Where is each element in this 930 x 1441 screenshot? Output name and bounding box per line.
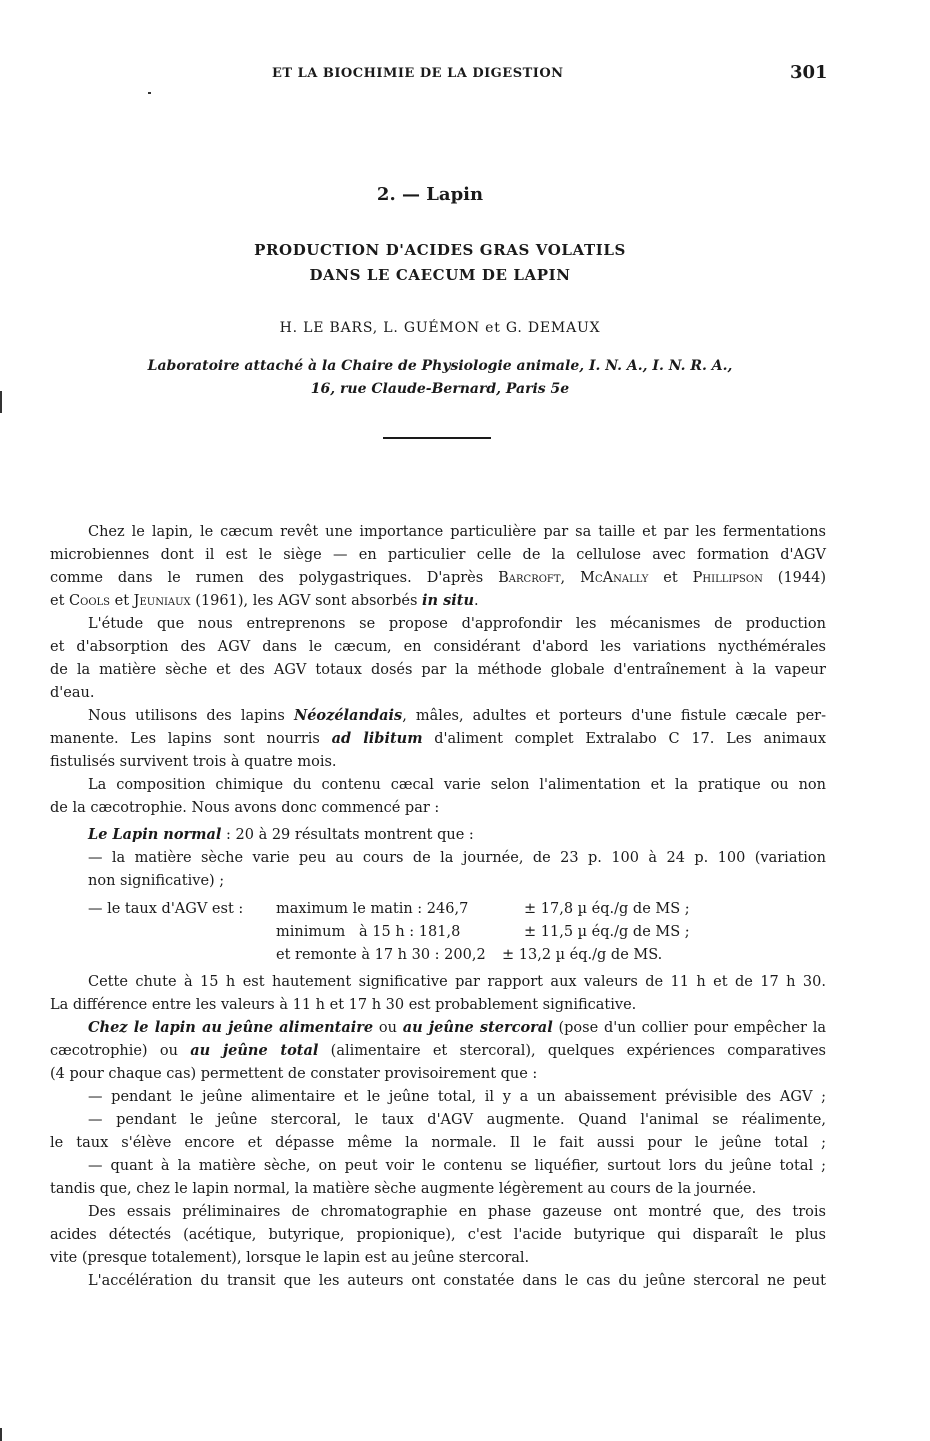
text-line: — quant à la matière sèche, on peut voir le contenu se liquéfier, surtout lors du jeûne total ; bbox=[88, 1158, 826, 1174]
text-line: comme dans le rumen des polygastriques. D'après Barcroft, McAnally et Phillipson (1944) bbox=[50, 570, 826, 586]
emphasis: ad libitum bbox=[331, 730, 423, 747]
emphasis: in situ bbox=[422, 592, 475, 609]
text-line: non significative) ; bbox=[88, 873, 225, 889]
text-line: cæcotrophie) ou au jeûne total (alimentaire et stercoral), quelques expériences comparatives bbox=[50, 1042, 826, 1059]
emphasis: au jeûne total bbox=[190, 1042, 319, 1059]
text-line: Chez le lapin, le cæcum revêt une importance particulière par sa taille et par les fermentations bbox=[88, 524, 826, 540]
affiliation-line-2: 16, rue Claude-Bernard, Paris 5e bbox=[310, 381, 570, 397]
emphasis: Chez le lapin au jeûne alimentaire bbox=[88, 1019, 374, 1036]
text-line: — pendant le jeûne stercoral, le taux d'AGV augmente. Quand l'animal se réalimente, bbox=[88, 1112, 826, 1128]
article-title-line-1: PRODUCTION D'ACIDES GRAS VOLATILS bbox=[254, 241, 626, 259]
text-line: L'étude que nous entreprenons se propose d'approfondir les mécanismes de production bbox=[88, 616, 826, 632]
text-line: microbiennes dont il est le siège — en particulier celle de la cellulose avec formation d'AGV bbox=[50, 547, 826, 563]
text-line: fistulisés survivent trois à quatre mois. bbox=[50, 754, 337, 770]
emphasis: Néozélandais bbox=[293, 707, 403, 724]
author-citation: Jeuniaux bbox=[133, 593, 191, 609]
scan-mark bbox=[148, 92, 151, 94]
page-number: 301 bbox=[790, 62, 828, 83]
article-title-line-2: DANS LE CAECUM DE LAPIN bbox=[309, 266, 571, 284]
agv-lead: — le taux d'AGV est : bbox=[88, 901, 244, 917]
text-line: Le Lapin normal : 20 à 29 résultats montrent que : bbox=[88, 826, 474, 843]
scan-mark bbox=[0, 1428, 2, 1441]
text-line: manente. Les lapins sont nourris ad libitum d'aliment complet Extralabo C 17. Les animaux bbox=[50, 730, 827, 747]
text-line: Chez le lapin au jeûne alimentaire ou au jeûne stercoral (pose d'un collier pour empêcher la bbox=[88, 1019, 826, 1036]
authors: H. LE BARS, L. GUÉMON et G. DEMAUX bbox=[279, 320, 601, 336]
text-line: acides détectés (acétique, butyrique, propionique), c'est l'acide butyrique qui disparaît le plus bbox=[50, 1227, 826, 1243]
agv-row-value: ± 13,2 µ éq./g de MS. bbox=[502, 947, 663, 963]
text-line: de la cæcotrophie. Nous avons donc commencé par : bbox=[50, 800, 440, 816]
emphasis: Le Lapin normal bbox=[88, 826, 222, 843]
text-line: d'eau. bbox=[50, 685, 95, 701]
author-citation: McAnally bbox=[580, 570, 649, 586]
text-line: La composition chimique du contenu cæcal varie selon l'alimentation et la pratique ou non bbox=[88, 777, 826, 793]
agv-row-label: minimum à 15 h : 181,8 bbox=[276, 924, 461, 940]
text-line: vite (presque totalement), lorsque le lapin est au jeûne stercoral. bbox=[50, 1250, 530, 1266]
text-line: — pendant le jeûne alimentaire et le jeûne total, il y a un abaissement prévisible des AGV ; bbox=[88, 1089, 826, 1105]
text-line: Cette chute à 15 h est hautement significative par rapport aux valeurs de 11 h et de 17 h 30. bbox=[88, 974, 826, 990]
affiliation-line-1: Laboratoire attaché à la Chaire de Physiologie animale, I. N. A., I. N. R. A., bbox=[147, 358, 733, 374]
text-line: — la matière sèche varie peu au cours de la journée, de 23 p. 100 à 24 p. 100 (variation bbox=[88, 850, 826, 866]
agv-row-value: ± 11,5 µ éq./g de MS ; bbox=[524, 924, 690, 940]
section-heading: 2. — Lapin bbox=[376, 184, 484, 205]
text-line: L'accélération du transit que les auteurs ont constatée dans le cas du jeûne stercoral ne peut bbox=[88, 1273, 826, 1289]
author-citation: Barcroft bbox=[498, 570, 561, 586]
text-line: (4 pour chaque cas) permettent de constater provisoirement que : bbox=[50, 1066, 538, 1082]
text-line: de la matière sèche et des AGV totaux dosés par la méthode globale d'entraînement à la vapeur bbox=[50, 662, 826, 678]
agv-row-label: maximum le matin : 246,7 bbox=[276, 901, 469, 917]
author-citation: Phillipson bbox=[692, 570, 763, 586]
running-head: ET LA BIOCHIMIE DE LA DIGESTION bbox=[272, 66, 564, 81]
text-line: tandis que, chez le lapin normal, la matière sèche augmente légèrement au cours de la journée. bbox=[50, 1181, 757, 1197]
agv-row-value: ± 17,8 µ éq./g de MS ; bbox=[524, 901, 690, 917]
text-line: Nous utilisons des lapins Néozélandais, mâles, adultes et porteurs d'une fistule cæcale per- bbox=[88, 707, 826, 724]
emphasis: au jeûne stercoral bbox=[402, 1019, 553, 1036]
agv-row-label: et remonte à 17 h 30 : 200,2 bbox=[276, 947, 486, 963]
text-line: et Cools et Jeuniaux (1961), les AGV sont absorbés in situ. bbox=[50, 592, 479, 609]
text-line: La différence entre les valeurs à 11 h et 17 h 30 est probablement significative. bbox=[50, 997, 637, 1013]
title-separator-rule bbox=[383, 437, 491, 439]
text-line: le taux s'élève encore et dépasse même la normale. Il le fait aussi pour le jeûne total ; bbox=[50, 1135, 826, 1151]
author-citation: Cools bbox=[69, 593, 111, 609]
text-line: et d'absorption des AGV dans le cæcum, en considérant d'abord les variations nycthémérales bbox=[50, 639, 826, 655]
text-line: Des essais préliminaires de chromatographie en phase gazeuse ont montré que, des trois bbox=[88, 1204, 826, 1220]
